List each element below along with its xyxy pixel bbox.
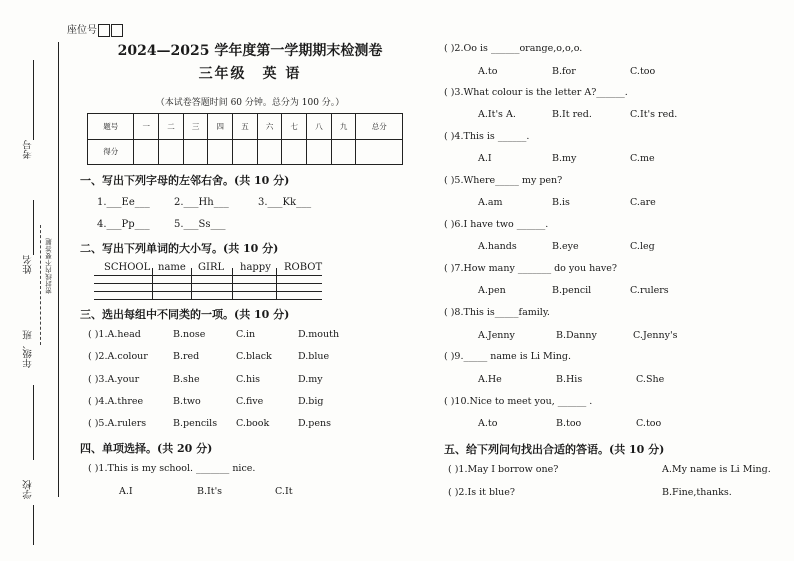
option-a: A.am bbox=[478, 197, 503, 208]
binding-border bbox=[58, 42, 59, 497]
score-header-cell: 总分 bbox=[356, 114, 403, 140]
option-a: A.It's A. bbox=[478, 109, 516, 120]
score-header-cell: 一 bbox=[134, 114, 159, 140]
score-cell[interactable] bbox=[208, 139, 233, 165]
exam-no-line[interactable] bbox=[33, 60, 34, 140]
name-line[interactable] bbox=[33, 200, 34, 255]
score-header-cell: 四 bbox=[208, 114, 233, 140]
letter-item[interactable]: 1.___Ee___ bbox=[97, 197, 150, 208]
score-header-cell: 七 bbox=[282, 114, 307, 140]
seat-number bbox=[67, 21, 123, 37]
option-b: B.too bbox=[556, 418, 582, 429]
grade-class-line[interactable] bbox=[33, 385, 34, 460]
option-c: C.black bbox=[236, 351, 272, 362]
option-a: A.hands bbox=[478, 241, 517, 252]
option-b: B.two bbox=[173, 396, 201, 407]
letter-item[interactable]: 3.___Kk___ bbox=[258, 197, 312, 208]
seat-label: 座位号 bbox=[67, 25, 97, 36]
question-stem[interactable]: ( )2.A.colour bbox=[88, 351, 148, 362]
score-cell[interactable] bbox=[307, 139, 332, 165]
option-b: B.for bbox=[552, 66, 576, 77]
option-b: B.Danny bbox=[556, 330, 597, 341]
letter-item[interactable]: 5.___Ss___ bbox=[174, 219, 226, 230]
score-header-cell: 二 bbox=[159, 114, 184, 140]
question-stem[interactable]: ( )5.Where_____ my pen? bbox=[444, 175, 563, 186]
question-stem[interactable]: ( )1.This is my school. _______ nice. bbox=[88, 463, 256, 474]
word: name bbox=[158, 262, 186, 273]
score-row-label: 得分 bbox=[88, 139, 134, 165]
letter-item[interactable]: 4.___Pp___ bbox=[97, 219, 150, 230]
option-a: A.Jenny bbox=[478, 330, 515, 341]
score-cell[interactable] bbox=[159, 139, 184, 165]
option-d: D.my bbox=[298, 374, 323, 385]
option-b: B.red bbox=[173, 351, 200, 362]
name-label: 姓名 bbox=[23, 255, 34, 274]
question-stem[interactable]: ( )3.What colour is the letter A?______. bbox=[444, 87, 628, 98]
option-a: A.I bbox=[119, 486, 133, 497]
question-stem[interactable]: ( )6.I have two ______. bbox=[444, 219, 549, 230]
option-b: B.pencil bbox=[552, 285, 592, 296]
option-c: C.in bbox=[236, 329, 256, 340]
score-header-cell: 题号 bbox=[88, 114, 134, 140]
question-stem[interactable]: ( )1.A.head bbox=[88, 329, 141, 340]
option-b: B.nose bbox=[173, 329, 206, 340]
section3-heading: 三、选出每组中不同类的一项。(共 10 分) bbox=[80, 308, 290, 321]
option-c: C.me bbox=[630, 153, 655, 164]
exam-note: （本试卷答题时间 60 分钟。总分为 100 分。） bbox=[155, 98, 345, 108]
seat-box[interactable] bbox=[111, 24, 123, 37]
option-b: B.It red. bbox=[552, 109, 592, 120]
option-b: B.eye bbox=[552, 241, 579, 252]
option-c: C.five bbox=[236, 396, 264, 407]
score-header-cell: 六 bbox=[257, 114, 282, 140]
option-c: C.too bbox=[630, 66, 656, 77]
option-a: A.pen bbox=[478, 285, 506, 296]
option-c: C.leg bbox=[630, 241, 655, 252]
option-c: C.It's red. bbox=[630, 109, 678, 120]
seal-text: 密封线内不要答题 bbox=[45, 238, 53, 294]
question-stem[interactable]: ( )4.A.three bbox=[88, 396, 144, 407]
question-stem[interactable]: ( )2.Oo is ______orange,o,o,o. bbox=[444, 43, 583, 54]
option-b: B.It's bbox=[197, 486, 223, 497]
option-c: C.Jenny's bbox=[633, 330, 678, 341]
exam-subtitle: 三年级 英 语 bbox=[198, 66, 302, 82]
option-b: B.pencils bbox=[173, 418, 218, 429]
section4-heading: 四、单项选择。(共 20 分) bbox=[80, 442, 213, 455]
option-a: A.to bbox=[478, 418, 498, 429]
question-stem[interactable]: ( )7.How many _______ do you have? bbox=[444, 263, 618, 274]
option-d: D.pens bbox=[298, 418, 331, 429]
score-header-cell: 九 bbox=[331, 114, 356, 140]
score-cell[interactable] bbox=[331, 139, 356, 165]
option-c: C.his bbox=[236, 374, 260, 385]
answer-option: B.Fine,thanks. bbox=[662, 487, 732, 498]
word: happy bbox=[240, 262, 271, 273]
score-header-cell: 八 bbox=[307, 114, 332, 140]
word: ROBOT bbox=[284, 262, 323, 273]
option-a: A.I bbox=[478, 153, 492, 164]
option-b: B.His bbox=[556, 374, 583, 385]
score-table bbox=[87, 113, 403, 165]
option-c: C.She bbox=[636, 374, 665, 385]
section5-heading: 五、给下列问句找出合适的答语。(共 10 分) bbox=[444, 443, 665, 456]
score-header-cell: 三 bbox=[183, 114, 208, 140]
score-cell[interactable] bbox=[134, 139, 159, 165]
score-cell[interactable] bbox=[183, 139, 208, 165]
score-cell[interactable] bbox=[356, 139, 403, 165]
letter-item[interactable]: 2.___Hh___ bbox=[174, 197, 229, 208]
score-cell[interactable] bbox=[282, 139, 307, 165]
question-stem[interactable]: ( )1.May I borrow one? bbox=[448, 464, 559, 475]
answer-option: A.My name is Li Ming. bbox=[662, 464, 771, 475]
question-stem[interactable]: ( )8.This is_____family. bbox=[444, 307, 550, 318]
option-c: C.book bbox=[236, 418, 270, 429]
option-d: D.mouth bbox=[298, 329, 340, 340]
score-header-cell: 五 bbox=[233, 114, 258, 140]
section2-heading: 二、写出下列单词的大小写。(共 10 分) bbox=[80, 242, 279, 255]
score-cell[interactable] bbox=[233, 139, 258, 165]
grade-class-label: 年级、班 bbox=[23, 330, 34, 368]
word: GIRL bbox=[198, 262, 225, 273]
question-stem[interactable]: ( )4.This is ______. bbox=[444, 131, 530, 142]
exam-title: 2024—2025 学年度第一学期期末检测卷 bbox=[117, 43, 383, 59]
option-c: C.are bbox=[630, 197, 656, 208]
question-stem[interactable]: ( )3.A.your bbox=[88, 374, 140, 385]
option-c: C.rulers bbox=[630, 285, 669, 296]
question-stem[interactable]: ( )9._____ name is Li Ming. bbox=[444, 351, 571, 362]
question-stem[interactable]: ( )2.Is it blue? bbox=[448, 487, 515, 498]
exam-no-label: 考号 bbox=[23, 140, 34, 159]
question-stem[interactable]: ( )5.A.rulers bbox=[88, 418, 147, 429]
seat-box[interactable] bbox=[98, 24, 110, 37]
option-a: A.to bbox=[478, 66, 498, 77]
option-c: C.too bbox=[636, 418, 662, 429]
question-stem[interactable]: ( )10.Nice to meet you, ______ . bbox=[444, 396, 593, 407]
option-d: D.blue bbox=[298, 351, 330, 362]
option-b: B.my bbox=[552, 153, 577, 164]
option-b: B.is bbox=[552, 197, 570, 208]
option-b: B.she bbox=[173, 374, 200, 385]
school-line[interactable] bbox=[33, 505, 34, 545]
option-c: C.It bbox=[275, 486, 293, 497]
section1-heading: 一、写出下列字母的左邻右舍。(共 10 分) bbox=[80, 174, 290, 187]
school-label: 学校 bbox=[23, 480, 34, 499]
word: SCHOOL bbox=[104, 262, 151, 273]
option-d: D.big bbox=[298, 396, 324, 407]
score-cell[interactable] bbox=[257, 139, 282, 165]
option-a: A.He bbox=[478, 374, 502, 385]
seal-line bbox=[40, 225, 41, 345]
